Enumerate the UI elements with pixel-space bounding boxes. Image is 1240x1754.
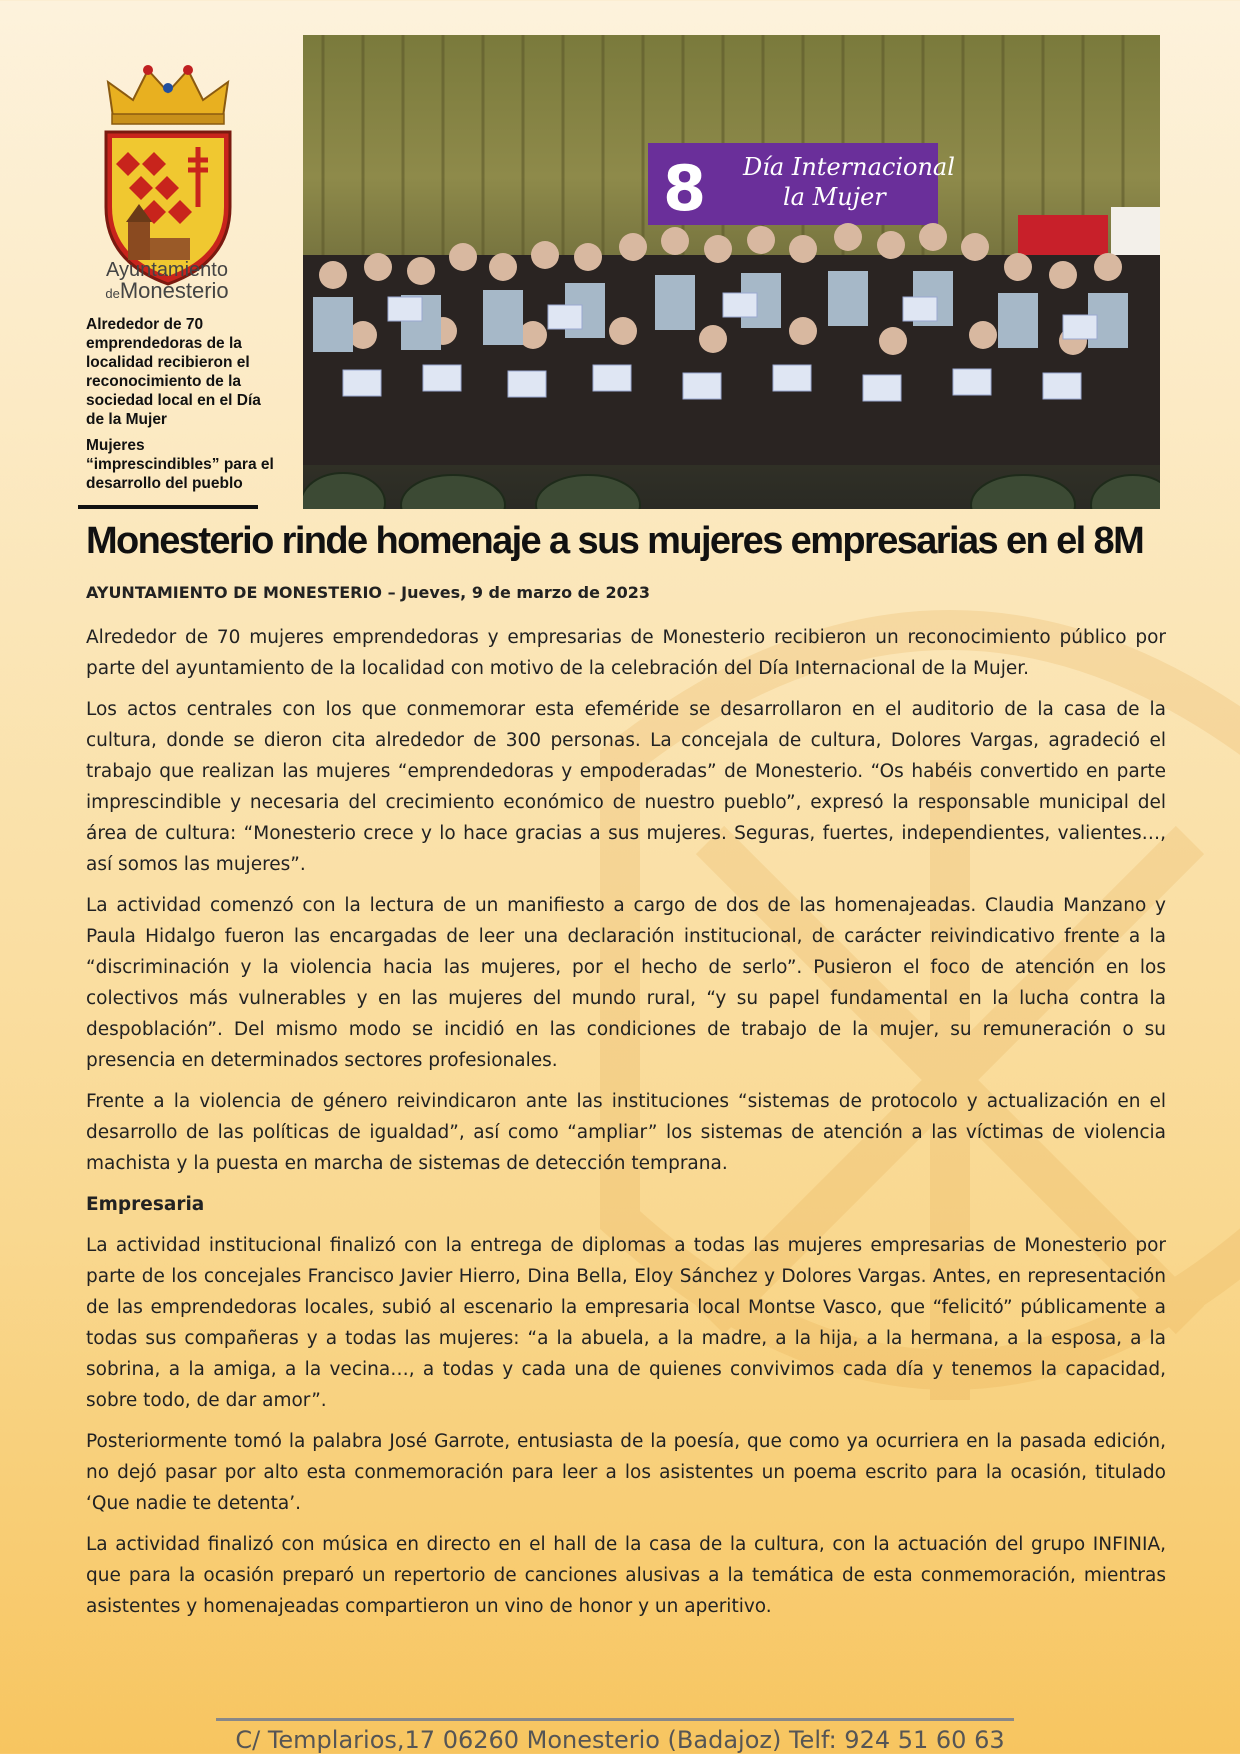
group-photo xyxy=(303,35,1160,509)
article-body xyxy=(86,622,1166,1632)
logo-line-2-prefix: de xyxy=(105,286,120,301)
banner-number: 8 xyxy=(663,152,707,225)
crown-icon xyxy=(108,65,228,124)
article-headline: Monesterio rinde homenaje a sus mujeres empresarias en el 8M xyxy=(86,520,1144,562)
logo-line-1: Ayuntamiento xyxy=(106,259,228,281)
banner-text-line-1: Día Internacional xyxy=(743,153,955,181)
paragraph: Posteriormente tomó la palabra José Garrote, entusiasta de la poesía, que como ya ocurriera en la pasada edición, no dejó pasar por alto esta conmemoración para leer a los asistentes un poema escrito para la ocasión, titulado ‘Que nadie te detenta’. xyxy=(86,1431,1166,1514)
paragraph: Los actos centrales con los que conmemorar esta efeméride se desarrollaron en el auditorio de la casa de la cultura, donde se dieron cita alrededor de 300 personas. La concejala de cultura, Dolores Vargas, agradeció el trabajo que realizan las mujeres “emprendedoras y empoderadas” de Monesterio. “Os habéis convertido en parte imprescindible y necesaria del crecimiento económico de nuestro pueblo”, expresó la responsable municipal del área de cultura: “Monesterio crece y lo hace gracias a sus mujeres. Seguras, fuertes, independientes, valientes…, así somos las mujeres”. xyxy=(86,699,1166,875)
paragraph: Frente a la violencia de género reivindicaron ante las instituciones “sistemas de protocolo y actualización en el desarrollo de las políticas de igualdad”, así como “ampliar” los sistemas de atención a las víctimas de violencia machista y la puesta en marcha de sistemas de detección temprana. xyxy=(86,1091,1166,1174)
group-photo-illustration xyxy=(303,35,1160,509)
logo-line-2-name: Monesterio xyxy=(119,278,229,303)
paragraph: La actividad comenzó con la lectura de un manifiesto a cargo de dos de las homenajeadas. Claudia Manzano y Paula Hidalgo fueron las encargadas de leer una declaración institucional, de carácter reivindicativo frente a la “discriminación y la violencia hacia las mujeres, por el hecho de serlo”. Pusieron el foco de atención en los colectivos más vulnerables y en las mujeres del mundo rural, “y su papel fundamental en la lucha contra la despoblación”. Del mismo modo se incidió en las condiciones de trabajo de la mujer, su remuneración o su presencia en determinados sectores profesionales. xyxy=(86,895,1166,1071)
paragraph: La actividad finalizó con música en directo en el hall de la casa de la cultura, con la actuación del grupo INFINIA, que para la ocasión preparó un repertorio de canciones alusivas a la temática de esta conmemoración, mientras asistentes y homenajeadas compartieron un vino de honor y un aperitivo. xyxy=(86,1534,1166,1617)
footer-divider xyxy=(216,1718,1014,1721)
sidebar-summary-1: Alrededor de 70 emprendedoras de la localidad recibieron el reconocimiento de la sociedad local en el Día de la Mujer xyxy=(86,316,261,428)
article-byline: AYUNTAMIENTO DE MONESTERIO – Jueves, 9 de marzo de 2023 xyxy=(86,583,651,602)
sidebar-summary-2: Mujeres “imprescindibles” para el desarrollo del pueblo xyxy=(86,437,274,492)
footer-address: C/ Templarios,17 06260 Monesterio (Badajoz) Telf: 924 51 60 63 xyxy=(235,1726,1005,1754)
sidebar-divider xyxy=(78,505,258,509)
banner-text-line-2: la Mujer xyxy=(783,183,886,211)
paragraph: La actividad institucional finalizó con la entrega de diplomas a todas las mujeres empresarias de Monesterio por parte de los concejales Francisco Javier Hierro, Dina Bella, Eloy Sánchez y Dolores Vargas. Antes, en representación de las emprendedoras locales, subió al escenario la empresaria local Montse Vasco, que “felicitó” públicamente a todas sus compañeras y a todas las mujeres: “a la abuela, a la madre, a la hija, a la hermana, a la esposa, a la sobrina, a la amiga, a la vecina…, a todas y cada una de quienes convivimos cada día y tenemos la capacidad, sobre todo, de dar amor”. xyxy=(86,1235,1166,1411)
paragraph: Alrededor de 70 mujeres emprendedoras y empresarias de Monesterio recibieron un reconocimiento público por parte del ayuntamiento de la localidad con motivo de la celebración del Día Internacional de la Mujer. xyxy=(86,627,1166,679)
logo-line-2 xyxy=(82,280,252,302)
article-subheading: Empresaria xyxy=(86,1194,205,1215)
logo-wordmark xyxy=(82,260,252,302)
